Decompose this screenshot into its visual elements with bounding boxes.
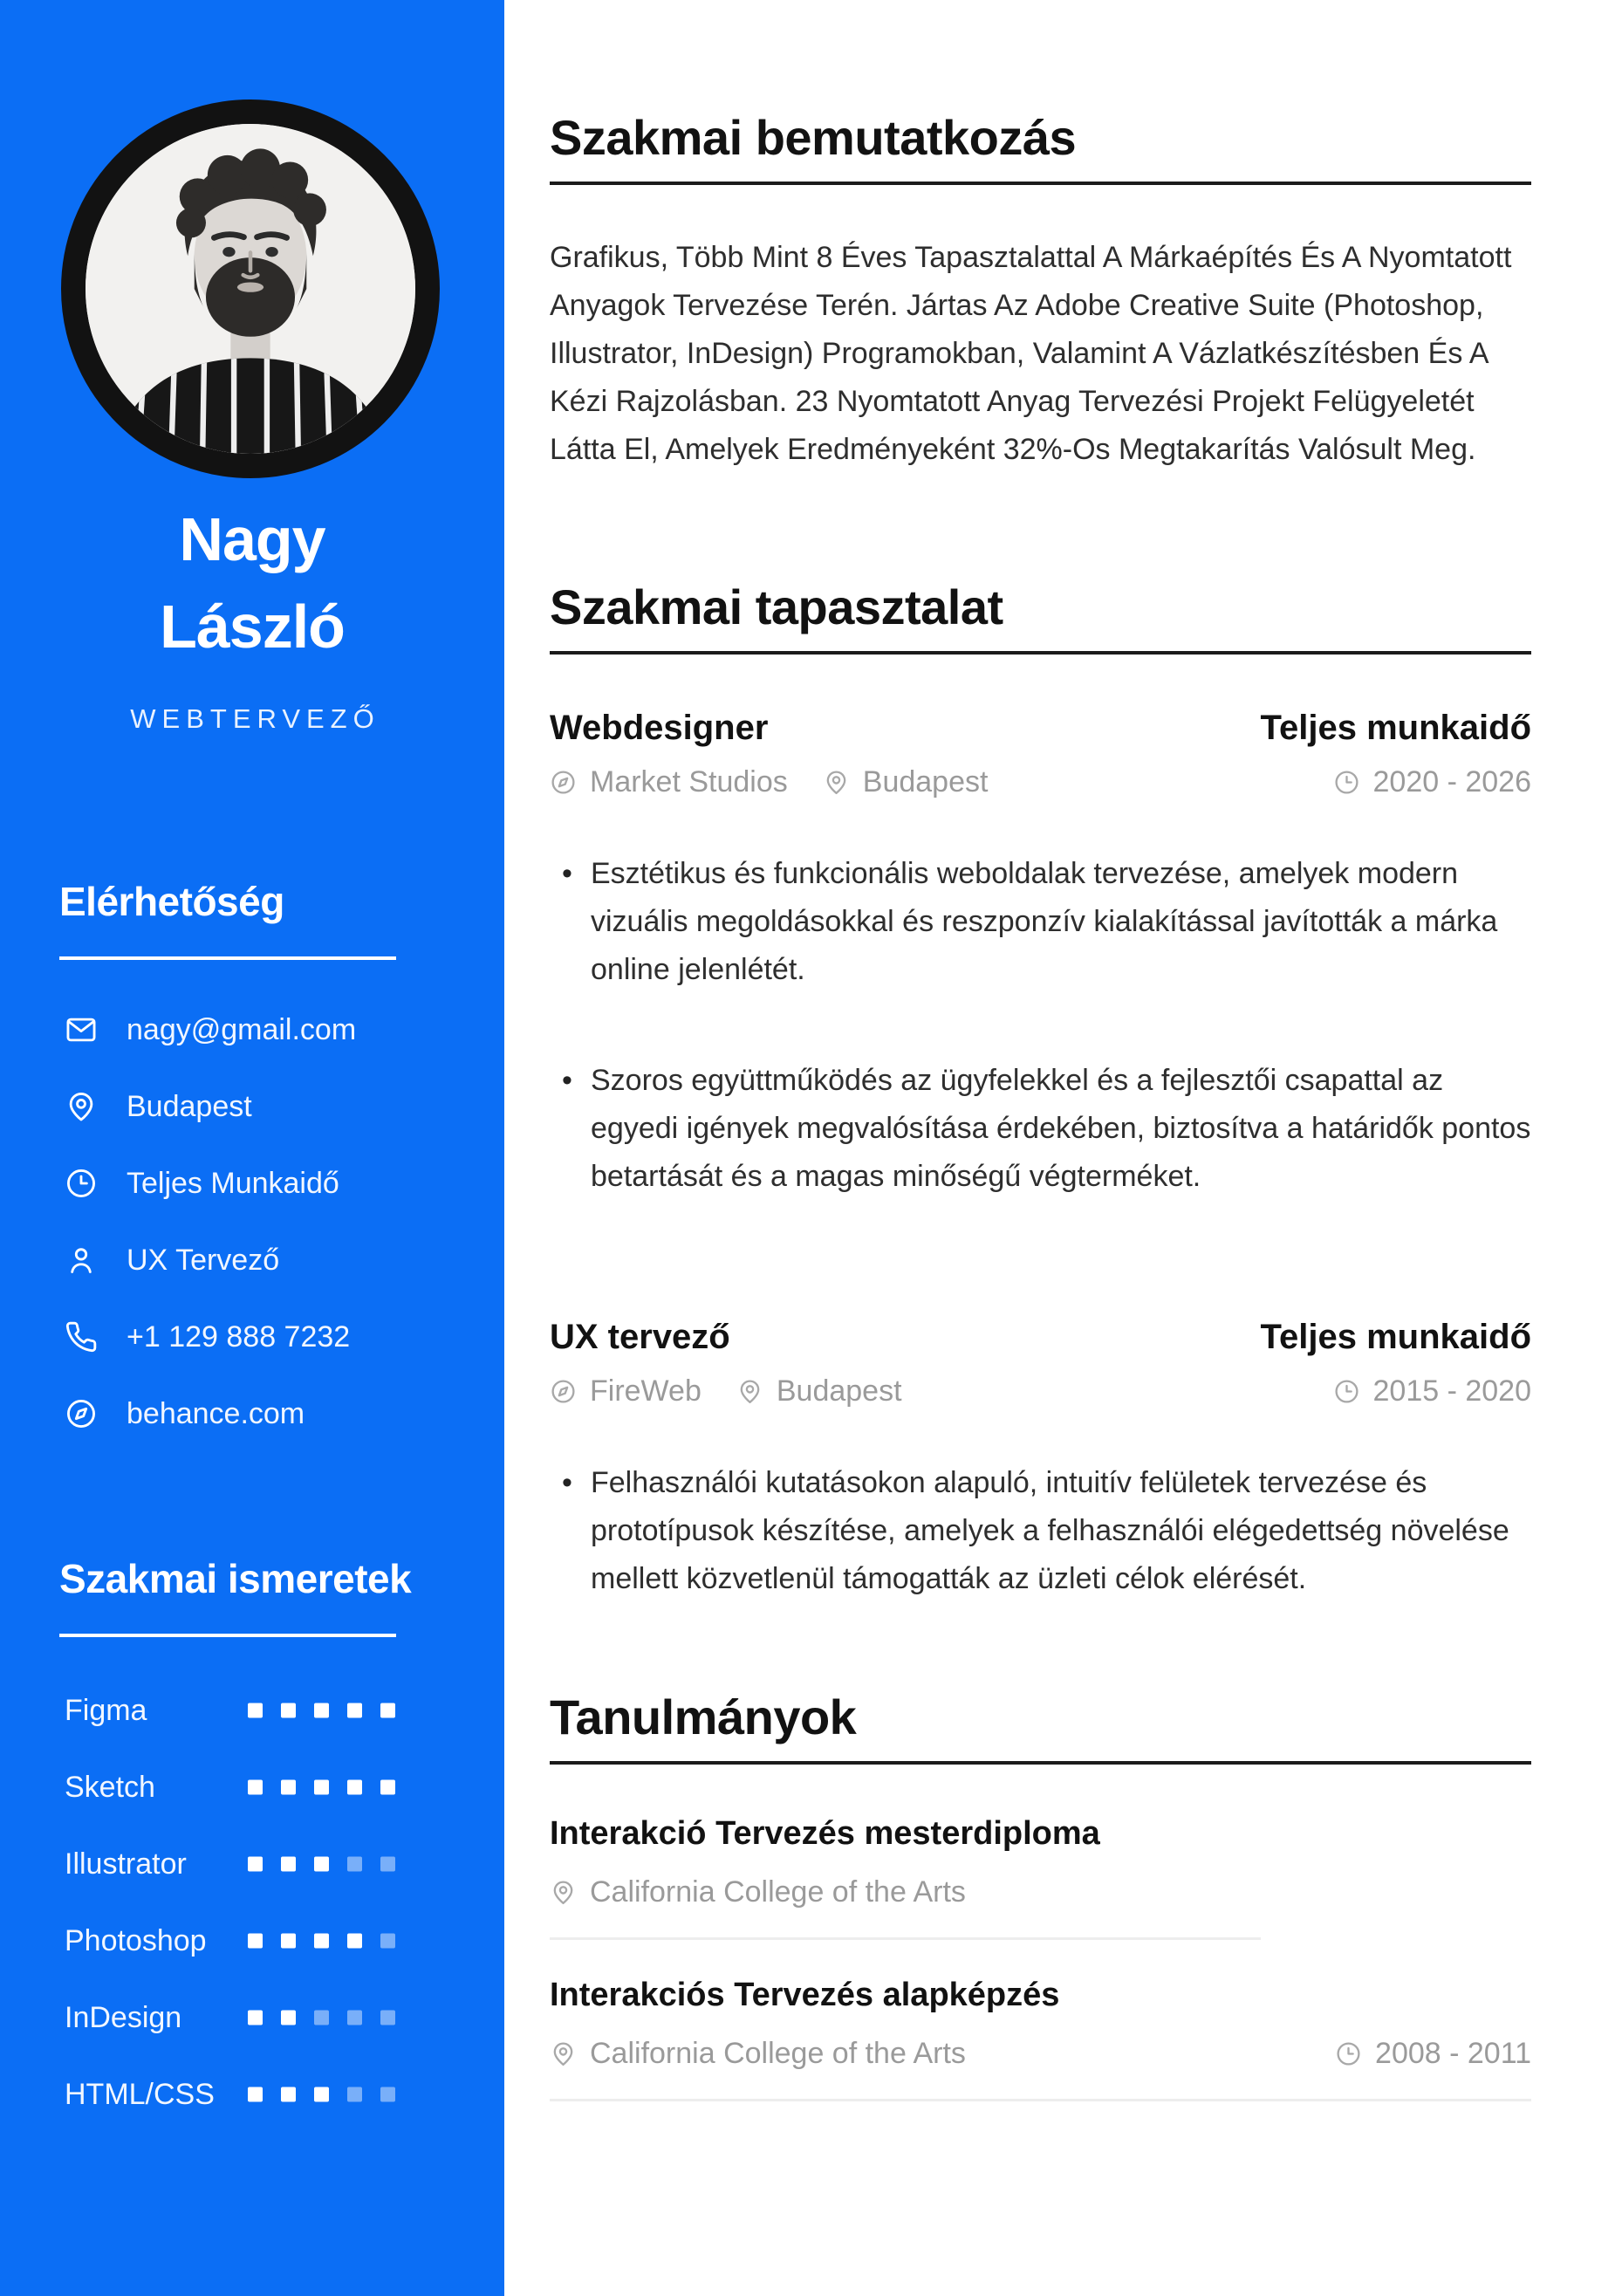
contact-item-worktime xyxy=(0,1166,504,1201)
job-entry-ux-designer xyxy=(550,1316,1531,1603)
experience-heading: Szakmai tapasztalat xyxy=(550,579,1003,634)
education-header xyxy=(550,1813,1531,1854)
skill-dot-filled xyxy=(281,2087,296,2102)
skill-rating-dots xyxy=(248,1857,395,1872)
profile-photo xyxy=(61,99,440,478)
skill-dot-empty xyxy=(380,2011,395,2025)
contact-item-location xyxy=(0,1089,504,1124)
education-degree: Interakció Tervezés mesterdiploma xyxy=(550,1815,1100,1852)
job-location-text: Budapest xyxy=(862,765,989,798)
skill-rating-dots xyxy=(248,1934,395,1949)
skill-rating-dots xyxy=(248,1780,395,1795)
job-entry-webdesigner xyxy=(550,707,1531,1201)
portrait-illustration xyxy=(86,124,415,454)
skills-heading: Szakmai ismeretek xyxy=(59,1556,412,1601)
skill-row-htmlcss xyxy=(0,2077,504,2112)
skill-dot-filled xyxy=(380,1703,395,1718)
job-period xyxy=(1333,764,1532,799)
skill-label: InDesign xyxy=(65,2001,182,2034)
job-employment-type: Teljes munkaidő xyxy=(1260,1318,1531,1356)
skill-rating-dots xyxy=(248,2087,395,2102)
mail-icon xyxy=(65,1013,98,1046)
job-company xyxy=(550,1374,701,1408)
education-header xyxy=(550,1975,1531,2015)
skill-dot-empty xyxy=(347,1857,362,1872)
pin-icon xyxy=(550,2040,577,2067)
education-entry-bachelor xyxy=(550,1975,1531,2101)
education-meta-row xyxy=(550,2036,1531,2071)
education-heading: Tanulmányok xyxy=(550,1689,857,1744)
contact-worktime-text: Teljes Munkaidő xyxy=(127,1167,339,1200)
contact-list xyxy=(0,1012,504,1473)
skill-dot-filled xyxy=(281,2011,296,2025)
last-name-line: László xyxy=(160,593,345,661)
skills-list xyxy=(0,1693,504,2154)
job-company-text: FireWeb xyxy=(590,1374,701,1408)
section-about xyxy=(550,110,1531,474)
job-title: UX tervező xyxy=(550,1318,730,1356)
skill-row-indesign xyxy=(0,2000,504,2035)
job-bullet: • Esztétikus és funkcionális weboldalak tervezése, amelyek modern vizuális megoldásokkal és reszponzív kialakítással javították a márka online jelenlétét. xyxy=(550,850,1531,994)
skill-dot-filled xyxy=(314,1934,329,1949)
skill-dot-filled xyxy=(248,1857,263,1872)
first-name-line: Nagy xyxy=(179,505,325,573)
contact-phone-text[interactable]: +1 129 888 7232 xyxy=(127,1320,351,1354)
education-heading-rule xyxy=(550,1761,1531,1765)
job-period-text: 2015 - 2020 xyxy=(1372,1374,1531,1408)
job-location xyxy=(736,1374,902,1408)
skill-dot-filled xyxy=(347,1934,362,1949)
job-header xyxy=(550,1316,1531,1358)
about-paragraph: Grafikus, Több Mint 8 Éves Tapasztalattal A Márkaépítés És A Nyomtatott Anyagok Tervezése Terén. Jártas Az Adobe Creative Suite (Photoshop, Illustrator, InDesign) Programokban, Valamint A Vázlatkészítésben És A Kézi Rajzolásban. 23 Nyomtatott Anyag Tervezési Projekt Felügyeletét Látta El, Amelyek Eredményeként 32%-Os Megtakarítás Valósult Meg. xyxy=(550,241,1512,466)
job-meta-row xyxy=(550,764,1531,799)
pin-icon xyxy=(65,1090,98,1123)
skill-rating-dots xyxy=(248,2011,395,2025)
contact-item-profession xyxy=(0,1243,504,1278)
skill-dot-filled xyxy=(248,1780,263,1795)
skill-dot-filled xyxy=(314,1857,329,1872)
skill-dot-filled xyxy=(314,2087,329,2102)
job-employment-type: Teljes munkaidő xyxy=(1260,709,1531,747)
contact-item-website xyxy=(0,1396,504,1431)
job-location-text: Budapest xyxy=(776,1374,902,1408)
person-name xyxy=(0,496,504,670)
clock-icon xyxy=(1333,769,1360,796)
pin-icon xyxy=(550,1879,577,1906)
experience-heading-rule xyxy=(550,651,1531,655)
phone-icon xyxy=(65,1320,98,1354)
education-divider xyxy=(550,2099,1531,2101)
section-education xyxy=(550,1689,1531,2101)
skill-dot-filled xyxy=(314,1780,329,1795)
contact-item-phone xyxy=(0,1319,504,1354)
job-period xyxy=(1333,1374,1532,1408)
job-title: Webdesigner xyxy=(550,709,769,747)
clock-icon xyxy=(1335,2040,1362,2067)
job-bullet-list xyxy=(550,850,1531,1201)
skill-dot-empty xyxy=(314,2011,329,2025)
skill-dot-filled xyxy=(281,1780,296,1795)
sidebar xyxy=(0,0,504,2296)
contact-item-email xyxy=(0,1012,504,1047)
education-school-text: California College of the Arts xyxy=(590,2037,966,2070)
skill-row-figma xyxy=(0,1693,504,1728)
person-icon xyxy=(65,1244,98,1277)
clock-icon xyxy=(1333,1378,1360,1405)
skill-row-sketch xyxy=(0,1770,504,1805)
contact-heading: Elérhetőség xyxy=(59,879,284,924)
about-heading-rule xyxy=(550,182,1531,185)
skill-dot-empty xyxy=(380,1934,395,1949)
education-meta-row xyxy=(550,1874,1531,1909)
skill-label: Figma xyxy=(65,1694,147,1727)
person-role: WEBTERVEZŐ xyxy=(130,703,380,734)
contact-heading-rule xyxy=(59,956,396,960)
skill-label: HTML/CSS xyxy=(65,2078,215,2111)
skill-row-illustrator xyxy=(0,1847,504,1881)
skill-dot-empty xyxy=(380,2087,395,2102)
skill-dot-filled xyxy=(281,1934,296,1949)
contact-email-text[interactable]: nagy@gmail.com xyxy=(127,1013,357,1046)
skill-label: Sketch xyxy=(65,1771,155,1804)
contact-profession-text: UX Tervező xyxy=(127,1244,280,1277)
pin-icon xyxy=(736,1378,763,1405)
job-period-text: 2020 - 2026 xyxy=(1372,765,1531,798)
skill-dot-filled xyxy=(281,1703,296,1718)
section-experience xyxy=(550,579,1531,1603)
education-school xyxy=(550,2036,966,2071)
skill-dot-filled xyxy=(380,1780,395,1795)
skill-dot-filled xyxy=(248,2087,263,2102)
skill-dot-filled xyxy=(347,1703,362,1718)
skill-rating-dots xyxy=(248,1703,395,1718)
skill-row-photoshop xyxy=(0,1923,504,1958)
education-degree: Interakciós Tervezés alapképzés xyxy=(550,1977,1060,2013)
education-school xyxy=(550,1874,966,1909)
job-company-text: Market Studios xyxy=(590,765,788,798)
skill-dot-empty xyxy=(347,2011,362,2025)
job-meta-left xyxy=(550,1374,902,1408)
job-company xyxy=(550,764,788,799)
skill-label: Photoshop xyxy=(65,1924,207,1957)
pin-icon xyxy=(823,769,850,796)
education-period xyxy=(1335,2036,1531,2071)
job-bullet-list xyxy=(550,1459,1531,1603)
job-meta-row xyxy=(550,1374,1531,1408)
skill-dot-filled xyxy=(314,1703,329,1718)
skill-dot-filled xyxy=(248,2011,263,2025)
education-entry-master xyxy=(550,1813,1531,1940)
job-meta-left xyxy=(550,764,988,799)
skill-dot-filled xyxy=(248,1934,263,1949)
about-heading: Szakmai bemutatkozás xyxy=(550,110,1077,165)
compass-icon xyxy=(550,1378,577,1405)
education-divider xyxy=(550,1937,1261,1940)
skill-dot-filled xyxy=(347,1780,362,1795)
skill-dot-empty xyxy=(347,2087,362,2102)
job-header xyxy=(550,707,1531,749)
compass-icon xyxy=(550,769,577,796)
education-period-text: 2008 - 2011 xyxy=(1375,2037,1531,2070)
contact-website-text[interactable]: behance.com xyxy=(127,1397,305,1430)
skill-dot-filled xyxy=(281,1857,296,1872)
skills-heading-rule xyxy=(59,1634,396,1637)
compass-icon xyxy=(65,1397,98,1430)
skill-label: Illustrator xyxy=(65,1847,187,1881)
job-bullet: • Szoros együttműködés az ügyfelekkel és a fejlesztői csapattal az egyedi igények megvalósítása érdekében, biztosítva a határidők pontos betartását és a magas minőségű végterméket. xyxy=(550,1057,1531,1201)
skill-dot-empty xyxy=(380,1857,395,1872)
education-school-text: California College of the Arts xyxy=(590,1875,966,1909)
clock-icon xyxy=(65,1167,98,1200)
skill-dot-filled xyxy=(248,1703,263,1718)
job-location xyxy=(823,764,989,799)
job-bullet: • Felhasználói kutatásokon alapuló, intuitív felületek tervezése és prototípusok készítése, amelyek a felhasználói elégedettség növelése mellett közvetlenül támogatták az üzleti célok elérését. xyxy=(550,1459,1531,1603)
contact-location-text: Budapest xyxy=(127,1090,252,1123)
